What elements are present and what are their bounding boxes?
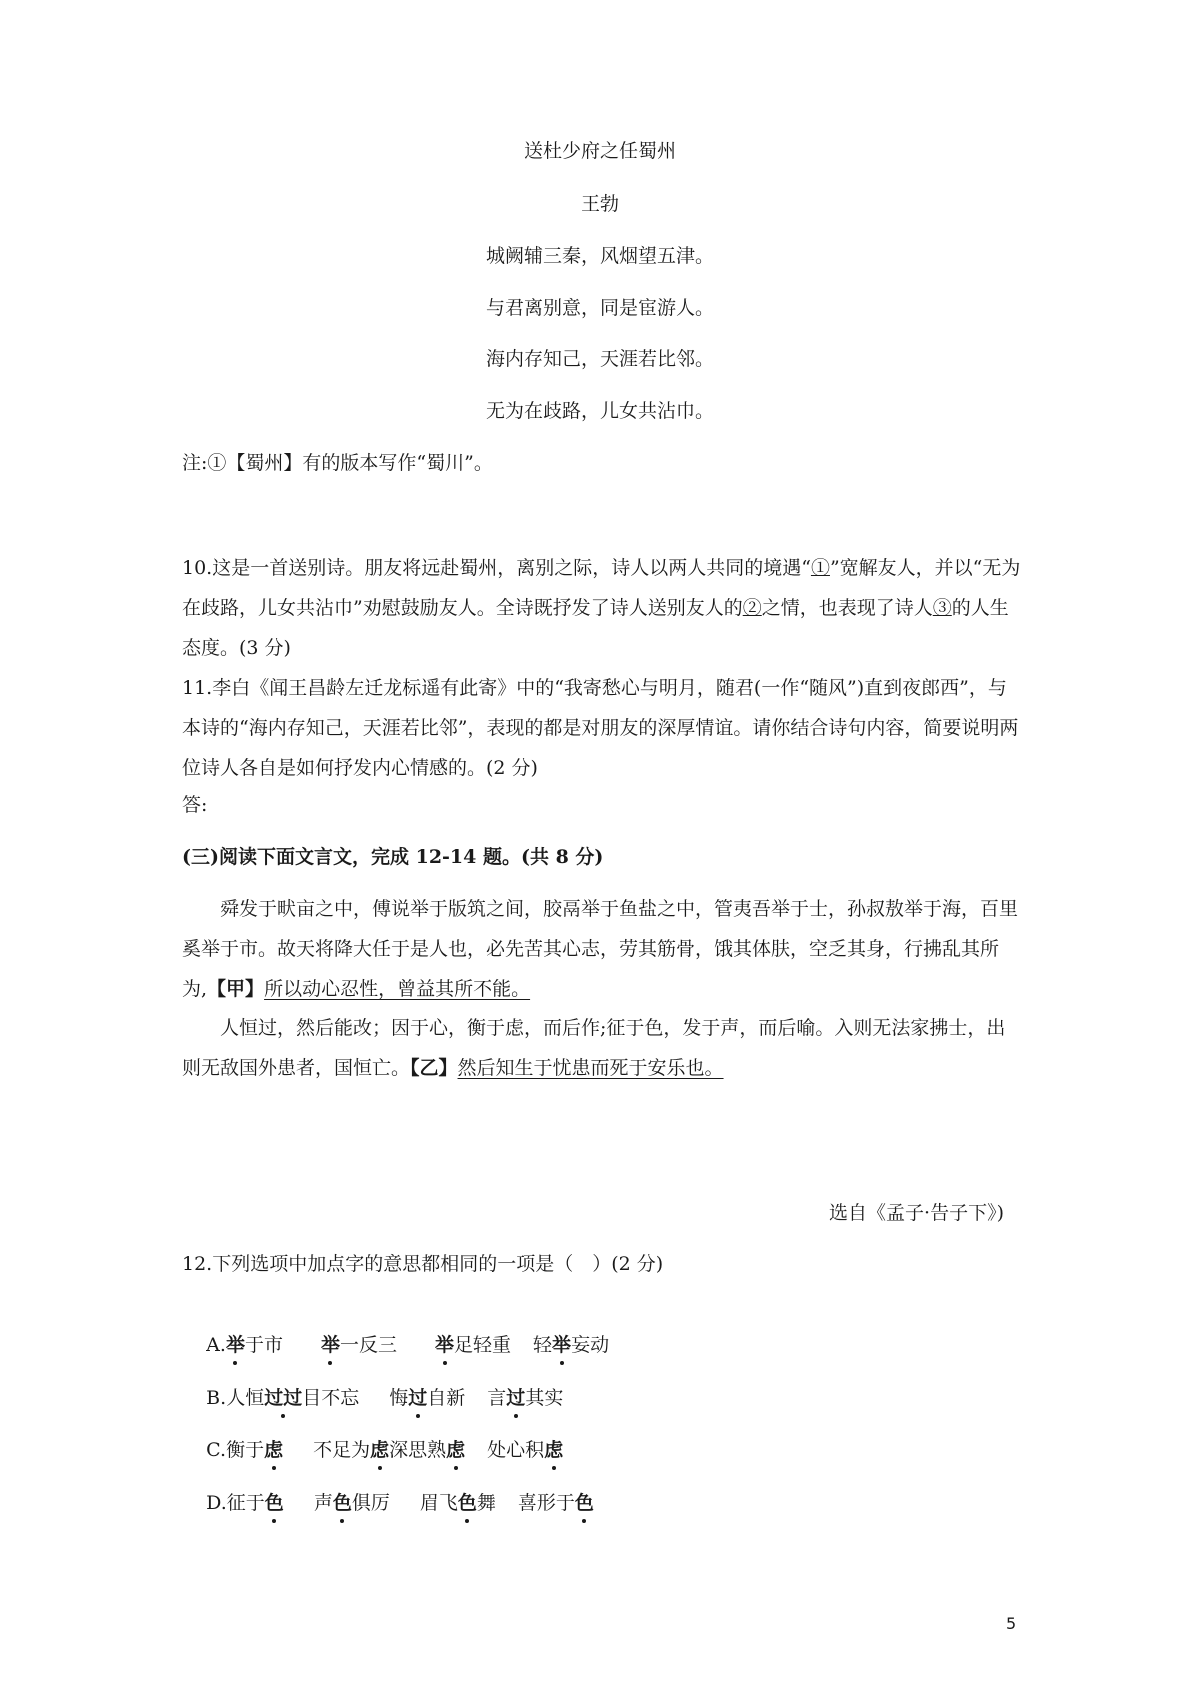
classical-paragraph-1 [182,889,1024,1009]
p2-text: 人恒过，然后能改；因于心，衡于虑，而后作;征于色，发于声，而后喻。入则无法家拂士，出则无敌国外患者，国恒亡。 [182,1017,1006,1079]
d2-dotted: 色 [333,1489,352,1517]
c4-pre: 处心积 [487,1439,545,1461]
a2-rest: 一反三 [339,1334,397,1356]
page-number: 5 [1006,1614,1017,1633]
c4-dotted: 虑 [544,1436,563,1464]
a1-dotted: 举 [226,1331,245,1359]
a4-rest: 妄动 [571,1334,610,1356]
poem-note: 注:①【蜀州】有的版本写作“蜀川”。 [182,452,493,474]
c1-pre: 衡于 [226,1439,265,1461]
a2-dotted: 举 [321,1331,340,1359]
b2-pre: 悔 [389,1387,409,1409]
question-11: 11.李白《闻王昌龄左迁龙标遥有此寄》中的“我寄愁心与明月，随君(一作“随风”)直到夜郎西”，与本诗的“海内存知己，天涯若比邻”，表现的都是对朋友的深厚情谊。请你结合诗句内容，简要说明两位诗人各自是如何抒发内心情感的。(2 分) [182,677,1019,779]
d4-dotted: 色 [575,1489,594,1517]
q10-blank-3: ③ [932,597,952,619]
q10-text-b: ”宽解友人，并以“无为在歧路，儿女共沾巾”劝慰鼓励友人。全诗既抒发了诗人送别友人的 [182,557,1021,619]
option-c-label: C. [206,1439,227,1461]
q10-blank-2: ② [742,597,762,619]
p1-mark-jia: 【甲】 [207,978,265,1000]
p1-underlined-sentence: 所以动心忍性，曾益其所不能。 [264,978,531,1000]
c1-dotted: 虑 [264,1436,283,1464]
b3-dotted: 过 [506,1384,525,1412]
a4-dotted: 举 [552,1331,571,1359]
poem-author: 王勃 [580,193,619,215]
q10-text-d: 的人生态度。(3 分) [182,597,1009,659]
b3-rest: 其实 [525,1387,564,1409]
poem-title: 送杜少府之任蜀州 [523,140,676,162]
p2-underlined-sentence: 然后知生于忧患而死于安乐也。 [457,1057,724,1079]
poem-line-1: 城阙辅三秦，风烟望五津。 [485,245,714,267]
b1-pre: 人恒 [226,1387,265,1409]
poem-line-2: 与君离别意，同是宦游人。 [485,297,714,319]
b2-rest: 自新 [427,1387,466,1409]
a4-pre: 轻 [533,1334,553,1356]
b1-rest: 目不忘 [302,1387,360,1409]
source-citation: 选自《孟子·告子下》) [829,1202,1004,1224]
d3-pre: 眉飞 [419,1492,458,1514]
d1-dotted: 色 [265,1489,284,1517]
poem-line-3: 海内存知己，天涯若比邻。 [485,348,714,370]
a3-dotted: 举 [435,1331,454,1359]
d3-dotted: 色 [458,1489,477,1517]
a3-rest: 足轻重 [454,1334,512,1356]
a1-rest: 于市 [244,1334,283,1356]
d4-pre: 喜形于 [517,1492,575,1514]
q10-text-a: 10.这是一首送别诗。朋友将远赴蜀州，离别之际，诗人以两人共同的境遇“ [182,557,811,579]
question-10 [182,548,1024,668]
c2-rest: 深思熟 [389,1439,447,1461]
b1-dotted: 过过 [264,1384,302,1412]
d2-pre: 声 [313,1492,333,1514]
option-d-label: D. [206,1492,227,1514]
q10-text-c: 之情，也表现了诗人 [761,597,933,619]
option-a-label: A. [206,1334,226,1356]
b3-pre: 言 [487,1387,507,1409]
classical-paragraph-2 [182,1008,1024,1088]
d1-pre: 征于 [226,1492,265,1514]
d2-rest: 俱厉 [351,1492,390,1514]
c2-pre: 不足为 [313,1439,371,1461]
q10-blank-1: ① [810,557,830,579]
p2-mark-yi: 【乙】 [410,1057,458,1079]
answer-label: 答: [182,794,208,816]
section-3-heading: (三)阅读下面文言文，完成 12-14 题。(共 8 分) [182,846,604,868]
c3-dotted: 虑 [446,1436,465,1464]
option-b-label: B. [206,1387,227,1409]
question-12-stem: 12.下列选项中加点字的意思都相同的一项是（ ）(2 分) [182,1253,664,1275]
poem-line-4: 无为在歧路，儿女共沾巾。 [485,400,714,422]
d3-rest: 舞 [476,1492,496,1514]
b2-dotted: 过 [408,1384,427,1412]
option-d [182,1461,594,1545]
c2-dotted: 虑 [370,1436,389,1464]
p1-text: 舜发于畎亩之中，傅说举于版筑之间，胶鬲举于鱼盐之中，管夷吾举于士，孙叔敖举于海，百里奚举于市。故天将降大任于是人也，必先苦其心志，劳其筋骨，饿其体肤，空乏其身，行拂乱其所为, [182,898,1019,1000]
